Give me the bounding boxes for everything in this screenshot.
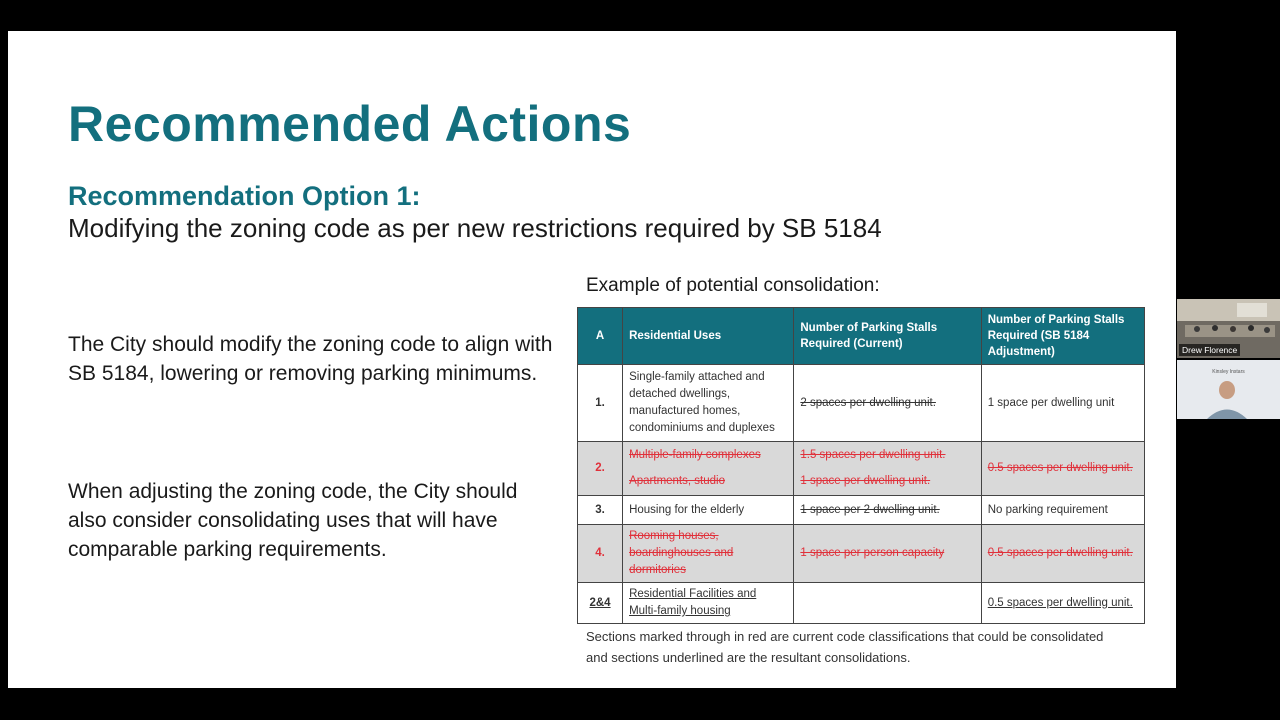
row-use: Rooming houses, boardinghouses and dormitories bbox=[623, 525, 794, 583]
header-a: A bbox=[578, 308, 623, 365]
table-row bbox=[578, 365, 1145, 442]
row-adjusted: 1 space per dwelling unit bbox=[981, 365, 1144, 442]
table-footnote: Sections marked through in red are current code classifications that could be consolidated and sections underlined are the resultant consolidations. bbox=[586, 629, 1104, 665]
row-adjusted: 0.5 spaces per dwelling unit. bbox=[981, 442, 1144, 496]
row-use: Single-family attached and detached dwellings, manufactured homes, condominiums and duplexes bbox=[623, 365, 794, 442]
participant-video-kinsley-instars[interactable] bbox=[1177, 360, 1280, 419]
row-current: 2 spaces per dwelling unit. bbox=[794, 365, 981, 442]
participant-video-drew-florence[interactable] bbox=[1177, 299, 1280, 358]
row-use: Multiple-family complexes Apartments, studio bbox=[623, 442, 794, 496]
parking-consolidation-table bbox=[577, 307, 1145, 624]
table-row bbox=[578, 442, 1145, 496]
example-label: Example of potential consolidation: bbox=[586, 275, 880, 296]
row-id: 4. bbox=[578, 525, 623, 583]
slide-title: Recommended Actions bbox=[68, 96, 632, 152]
paragraph-consolidate-uses: When adjusting the zoning code, the City should also consider consolidating uses that will have comparable parking requirements. bbox=[68, 480, 518, 561]
header-residential-uses: Residential Uses bbox=[623, 308, 794, 365]
row-adjusted: 0.5 spaces per dwelling unit. bbox=[981, 583, 1144, 624]
table-row bbox=[578, 496, 1145, 525]
participant-name: Drew Florence bbox=[1179, 344, 1240, 356]
row-adjusted: 0.5 spaces per dwelling unit. bbox=[981, 525, 1144, 583]
row-id: 2&4 bbox=[578, 583, 623, 624]
header-current-stalls: Number of Parking Stalls Required (Current) bbox=[794, 308, 981, 365]
row-use: Residential Facilities and Multi-family housing bbox=[623, 583, 794, 624]
row-current bbox=[794, 583, 981, 624]
participant-name: Kinsley Instars bbox=[1212, 369, 1245, 375]
recommendation-description: Modifying the zoning code as per new restrictions required by SB 5184 bbox=[68, 213, 882, 243]
row-id: 3. bbox=[578, 496, 623, 525]
row-id: 2. bbox=[578, 442, 623, 496]
presentation-slide bbox=[8, 31, 1176, 688]
table-row bbox=[578, 583, 1145, 624]
row-current: 1 space per 2 dwelling unit. bbox=[794, 496, 981, 525]
header-adjusted-stalls: Number of Parking Stalls Required (SB 5184 Adjustment) bbox=[981, 308, 1144, 365]
row-current: 1.5 spaces per dwelling unit. 1 space per dwelling unit. bbox=[794, 442, 981, 496]
row-use: Housing for the elderly bbox=[623, 496, 794, 525]
recommendation-heading: Recommendation Option 1: bbox=[68, 181, 421, 211]
row-id: 1. bbox=[578, 365, 623, 442]
table-header-row bbox=[578, 308, 1145, 365]
paragraph-modify-code: The City should modify the zoning code to align with SB 5184, lowering or removing parking minimums. bbox=[68, 333, 553, 385]
row-current: 1 space per person capacity bbox=[794, 525, 981, 583]
row-adjusted: No parking requirement bbox=[981, 496, 1144, 525]
table-row bbox=[578, 525, 1145, 583]
